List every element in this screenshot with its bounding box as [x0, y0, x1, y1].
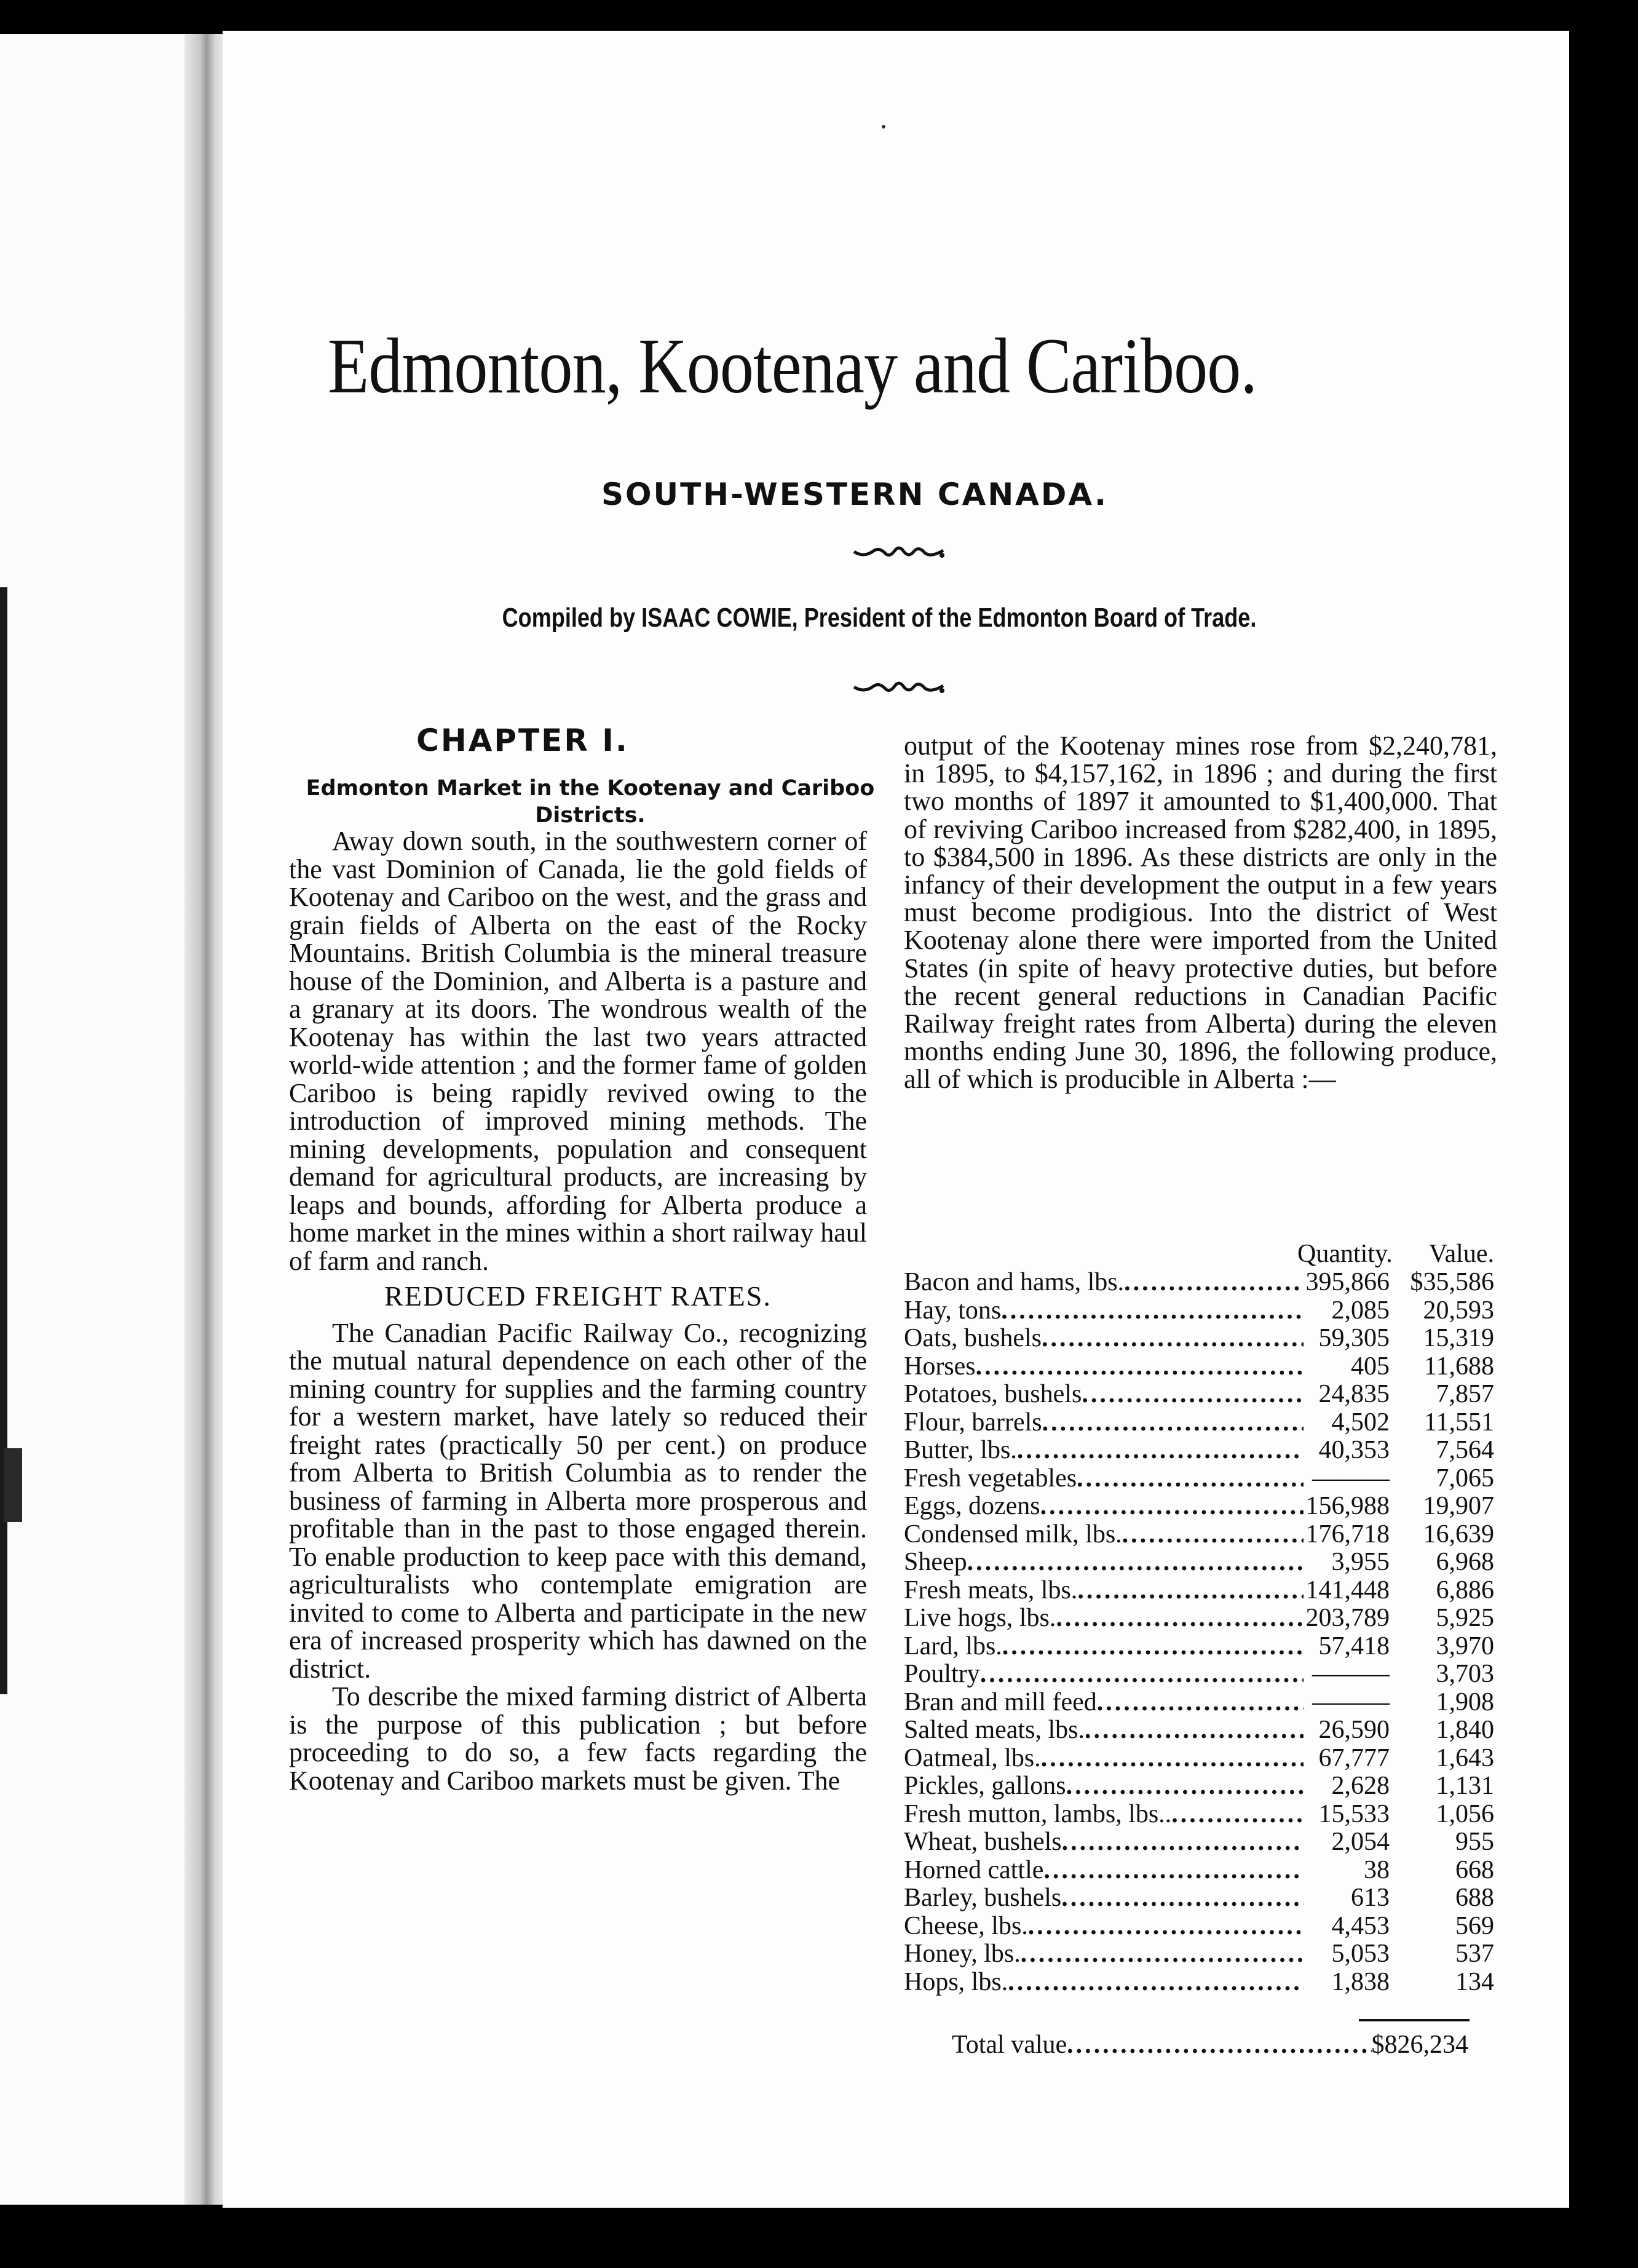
- table-row: [904, 1409, 1494, 1437]
- row-value: 668: [1455, 1855, 1494, 1884]
- row-value: $35,586: [1410, 1268, 1494, 1296]
- table-row: [904, 1689, 1494, 1717]
- row-quantity: 4,502: [1331, 1408, 1390, 1437]
- leader-dots: [1017, 1437, 1304, 1465]
- leader-dots: [1097, 1689, 1304, 1717]
- paper-speck: [882, 125, 885, 129]
- row-item: Horned cattle: [904, 1855, 1044, 1884]
- row-item: Pickles, gallons: [904, 1772, 1066, 1800]
- paragraph-freight: The Canadian Pacific Railway Co., recognizing the mutual natural dependence on each other of the mining country for supplies and the farming country for a western market, have lately so reduced their freight rates (practically 50 per cent.) on produce from Alberta to British Columbia as to render the business of farming in Alberta more prosperous and profitable than in the past to those engaged therein. To enable production to keep pace with this demand, agriculturalists who contemplate emigration are invited to come to Alberta and participate in the new era of increased prosperity which has dawned on the district.: [289, 1317, 867, 1684]
- table-row: [904, 1660, 1494, 1689]
- row-value: 3,970: [1436, 1632, 1494, 1660]
- row-value: 955: [1455, 1828, 1494, 1856]
- leader-dots: [1085, 1716, 1304, 1745]
- table-header: [904, 1239, 1494, 1269]
- row-value: 11,551: [1424, 1408, 1494, 1437]
- row-quantity: 176,718: [1305, 1520, 1390, 1548]
- row-item: Salted meats, lbs.: [904, 1716, 1085, 1744]
- row-item: Hay, tons: [904, 1296, 1002, 1325]
- total-row: [952, 2029, 1468, 2060]
- leader-dots: [1021, 1940, 1304, 1969]
- leader-dots: [1082, 1381, 1304, 1409]
- ornament-divider-2: [851, 673, 949, 704]
- produce-table: [904, 1239, 1494, 1996]
- row-quantity: 24,835: [1318, 1380, 1390, 1408]
- table-row: [904, 1801, 1494, 1829]
- leader-dots: [1066, 1772, 1304, 1801]
- row-quantity: 26,590: [1318, 1716, 1390, 1744]
- row-item: Oatmeal, lbs.: [904, 1743, 1041, 1772]
- row-quantity: 57,418: [1318, 1632, 1390, 1660]
- row-item: Poultry: [904, 1660, 980, 1688]
- row-value: 134: [1455, 1967, 1494, 1996]
- table-body: [904, 1269, 1494, 1996]
- leader-dots: [1124, 1269, 1304, 1297]
- row-item: Butter, lbs.: [904, 1436, 1017, 1464]
- chapter-heading: CHAPTER I.: [416, 723, 629, 758]
- row-quantity: 613: [1351, 1884, 1390, 1912]
- leader-dots: [1171, 1801, 1304, 1829]
- row-value: 1,131: [1436, 1772, 1494, 1800]
- table-row: [904, 1716, 1494, 1745]
- row-value: 16,639: [1423, 1520, 1494, 1548]
- leader-dots: [1061, 1884, 1304, 1913]
- value-header: Value.: [1428, 1240, 1494, 1268]
- row-quantity: 2,085: [1331, 1296, 1390, 1325]
- leader-dots: [1028, 1913, 1304, 1941]
- row-item: Flour, barrels: [904, 1408, 1042, 1437]
- row-item: Oats, bushels: [904, 1324, 1042, 1352]
- row-value: 5,925: [1436, 1604, 1494, 1632]
- row-quantity: 395,866: [1305, 1268, 1390, 1296]
- page-title: Edmonton, Kootenay and Cariboo.: [327, 322, 1257, 410]
- compiled-by-line: Compiled by ISAAC COWIE, President of the Edmonton Board of Trade.: [502, 603, 1257, 633]
- row-quantity: 5,053: [1331, 1940, 1390, 1968]
- row-quantity: 15,533: [1318, 1799, 1390, 1828]
- section-heading: REDUCED FREIGHT RATES.: [384, 1280, 772, 1312]
- table-row: [904, 1604, 1494, 1633]
- table-row: [904, 1548, 1494, 1577]
- row-item: Fresh mutton, lambs, lbs..: [904, 1799, 1172, 1828]
- table-row: [904, 1633, 1494, 1661]
- table-row: [904, 1772, 1494, 1801]
- total-label: Total value: [952, 2031, 1067, 2059]
- table-row: [904, 1353, 1494, 1381]
- row-quantity: 156,988: [1305, 1492, 1390, 1520]
- row-quantity: 38: [1364, 1855, 1390, 1884]
- page-subtitle: SOUTH-WESTERN CANADA.: [601, 477, 1108, 512]
- leader-dots: [1062, 1828, 1304, 1857]
- row-value: 11,688: [1424, 1352, 1494, 1381]
- chapter-subheading: Edmonton Market in the Kootenay and Cariboo Districts.: [306, 776, 875, 828]
- table-row: [904, 1940, 1494, 1969]
- row-value: 15,319: [1423, 1324, 1494, 1352]
- row-item: Lard, lbs.: [904, 1632, 1002, 1660]
- leader-dots: [976, 1353, 1304, 1381]
- leader-dots: [1040, 1493, 1304, 1521]
- leader-dots: [1042, 1409, 1304, 1437]
- row-item: Hops, lbs.: [904, 1967, 1008, 1996]
- leader-dots: [1056, 1604, 1304, 1633]
- table-row: [904, 1325, 1494, 1353]
- row-quantity: ———: [1312, 1687, 1390, 1716]
- row-item: Bacon and hams, lbs.: [904, 1268, 1125, 1296]
- leader-dots: [967, 1548, 1304, 1577]
- row-item: Bran and mill feed: [904, 1687, 1097, 1716]
- row-quantity: 67,777: [1318, 1743, 1390, 1772]
- quantity-header: Quantity.: [1297, 1240, 1393, 1268]
- leader-dots: [980, 1660, 1304, 1689]
- row-quantity: 1,838: [1331, 1967, 1390, 1996]
- facing-page-text-edge: [0, 587, 7, 1694]
- table-row: [904, 1857, 1494, 1885]
- row-value: 7,065: [1436, 1464, 1494, 1493]
- leader-dots: [1077, 1577, 1304, 1605]
- table-row: [904, 1913, 1494, 1941]
- row-quantity: 3,955: [1331, 1548, 1390, 1576]
- row-value: 7,564: [1436, 1436, 1494, 1464]
- facing-page-mark: [4, 1448, 22, 1522]
- row-quantity: 40,353: [1318, 1436, 1390, 1464]
- leader-dots: [1077, 1465, 1304, 1493]
- left-column: [289, 827, 867, 1794]
- paragraph-describe: To describe the mixed farming district of Alberta is the purpose of this publication ; but before proceeding to do so, a few facts regarding the Kootenay and Cariboo markets must be given. The: [289, 1681, 867, 1796]
- row-value: 6,886: [1436, 1576, 1494, 1604]
- leader-dots: [1008, 1969, 1304, 1997]
- table-row: [904, 1577, 1494, 1605]
- row-item: Honey, lbs.: [904, 1940, 1021, 1968]
- row-value: 1,840: [1436, 1716, 1494, 1744]
- row-item: Eggs, dozens: [904, 1492, 1040, 1520]
- row-quantity: 2,628: [1331, 1772, 1390, 1800]
- leader-dots: [1001, 1297, 1304, 1325]
- row-value: 7,857: [1436, 1380, 1494, 1408]
- row-value: 1,643: [1436, 1743, 1494, 1772]
- row-quantity: ———: [1312, 1464, 1390, 1493]
- row-value: 6,968: [1436, 1548, 1494, 1576]
- row-value: 3,703: [1436, 1660, 1494, 1688]
- leader-dots: [1042, 1325, 1304, 1353]
- row-item: Cheese, lbs.: [904, 1911, 1028, 1940]
- row-value: 19,907: [1423, 1492, 1494, 1520]
- row-item: Fresh meats, lbs.: [904, 1576, 1078, 1604]
- table-row: [904, 1465, 1494, 1493]
- row-item: Horses: [904, 1352, 976, 1381]
- table-row: [904, 1493, 1494, 1521]
- row-item: Live hogs, lbs.: [904, 1604, 1056, 1632]
- row-item: Fresh vegetables: [904, 1464, 1077, 1493]
- row-quantity: 203,789: [1305, 1604, 1390, 1632]
- row-quantity: 59,305: [1318, 1324, 1390, 1352]
- flourish-icon: [851, 538, 949, 563]
- row-item: Barley, bushels: [904, 1884, 1062, 1912]
- row-value: 1,908: [1436, 1687, 1494, 1716]
- row-quantity: 405: [1351, 1352, 1390, 1381]
- row-quantity: 141,448: [1305, 1576, 1390, 1604]
- row-quantity: 2,054: [1331, 1828, 1390, 1856]
- total-rule: [1359, 2019, 1470, 2021]
- table-row: [904, 1381, 1494, 1409]
- table-row: [904, 1269, 1494, 1297]
- total-value: $826,234: [1371, 2031, 1468, 2059]
- leader-dots: [1002, 1633, 1304, 1661]
- table-row: [904, 1828, 1494, 1857]
- row-value: 569: [1455, 1911, 1494, 1940]
- table-row: [904, 1969, 1494, 1997]
- row-item: Wheat, bushels: [904, 1828, 1062, 1856]
- paragraph-intro: Away down south, in the southwestern corner of the vast Dominion of Canada, lie the gold fields of Kootenay and Cariboo on the west, and the grass and grain fields of Alberta on the east of the Rocky Mountains. British Columbia is the mineral treasure house of the Dominion, and Alberta is a pasture and a granary at its doors. The wondrous wealth of the Kootenay has within the last two years attracted world-wide attention ; and the former fame of golden Cariboo is being rapidly revived owing to the introduction of improved mining methods. The mining developments, population and consequent demand for agricultural products, are increasing by leaps and bounds, affording for Alberta produce a home market in the mines within a short railway haul of farm and ranch.: [289, 826, 867, 1276]
- table-row: [904, 1521, 1494, 1549]
- row-item: Condensed milk, lbs.: [904, 1520, 1122, 1548]
- right-column: [904, 732, 1497, 1093]
- leader-dots: [1122, 1521, 1304, 1549]
- row-quantity: 4,453: [1331, 1911, 1390, 1940]
- row-value: 20,593: [1423, 1296, 1494, 1325]
- row-item: Sheep: [904, 1548, 967, 1576]
- table-row: [904, 1745, 1494, 1773]
- row-value: 688: [1455, 1884, 1494, 1912]
- leader-dots: [1043, 1857, 1304, 1885]
- leader-dots: [1067, 2029, 1371, 2060]
- table-row: [904, 1437, 1494, 1465]
- paragraph-output: output of the Kootenay mines rose from $2,240,781, in 1895, to $4,157,162, in 1896 ; and during the first two months of 1897 it amounted to $1,400,000. That of reviving Cariboo increased from $282,400, in 1895, to $384,500 in 1896. As these districts are only in the infancy of their development the output in a few years must become prodigious. Into the district of West Kootenay alone there were imported from the United States (in spite of heavy protective duties, but before the recent general reductions in Canadian Pacific Railway freight rates from Alberta) during the eleven months ending June 30, 1896, the following produce, all of which is producible in Alberta :—: [904, 731, 1497, 1095]
- row-item: Potatoes, bushels: [904, 1380, 1082, 1408]
- leader-dots: [1041, 1745, 1304, 1773]
- row-value: 537: [1455, 1940, 1494, 1968]
- row-quantity: ———: [1312, 1660, 1390, 1688]
- table-row: [904, 1884, 1494, 1913]
- row-value: 1,056: [1436, 1799, 1494, 1828]
- table-row: [904, 1297, 1494, 1325]
- flourish-icon: [851, 673, 949, 698]
- ornament-divider: [851, 538, 949, 569]
